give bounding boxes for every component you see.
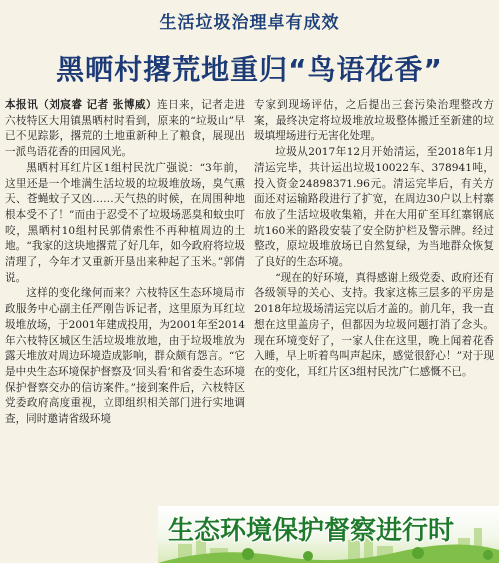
paragraph-1: 连日来，记者走进六枝特区大用镇黑晒村时看到，原来的“垃圾山”早已不见踪影，撂荒的土地重新种上了粮食，展现出一派鸟语花香的田园风光。 xyxy=(5,99,245,159)
byline: 本报讯（刘宸睿 记者 张博威） xyxy=(5,99,158,111)
headline: 黑晒村撂荒地重归“鸟语花香” xyxy=(56,53,443,86)
kicker-title: 生活垃圾治理卓有成效 xyxy=(159,13,340,33)
paragraph-6: “现在的好环境，真得感谢上级党委、政府还有各级领导的关心、支持。我家这栋三层多的平房是2018年垃圾场清运完以后才盖的。前几年，我一直想在这里盖房子，但都因为垃圾问题打消了念头。现在环境变好了，一家人住在这里，晚上闻着花香入睡，早上听着鸟叫声起床，感觉很舒心！”对于现在的变化，耳红片区3组村民沈广仁感慨不已。 xyxy=(254,271,494,378)
paragraph-4: 专家到现场评估，之后提出三套污染治理整改方案，最终决定将垃圾堆放垃圾整体搬迁至新建的垃圾填埋场进行无害化处理。 xyxy=(254,99,494,143)
article-column-left xyxy=(5,98,245,460)
column-banner xyxy=(158,506,499,563)
paragraph-3: 这样的变化缘何而来？六枝特区生态环境局市政服务中心副主任严刚告诉记者，这里原为耳红垃圾堆放场，于2001年建成投用，为2001年至2014年六枝特区城区生活垃圾堆放地，由于垃圾堆放为露天堆放对周边环境造成影响，群众颇有怨言。“它是中央生态环境保护督察及‘回头看’和省委生态环境保护督察交办的信访案件。”接到案件后，六枝特区党委政府高度重视，立即组织相关部门进行实地调查，同时邀请省级环境 xyxy=(5,287,245,426)
lead-paragraph xyxy=(5,98,245,161)
paragraph-5: 垃圾从2017年12月开始清运，至2018年1月清运完毕，共计运出垃圾10022车、378941吨，投入资金24898371.96元。清运完毕后，有关方面还对运输路段进行了扩宽，在周边30户以上村寨布放了生活垃圾收集箱，并在大用矿至耳红寨钢底坑160米的路段安装了安全防护栏及警示牌。经过整改，原垃圾堆放场已自然复绿，为当地群众恢复了良好的生态环境。 xyxy=(254,146,494,269)
banner-title: 生态环境保护督察进行时 xyxy=(168,516,455,546)
article-column-right xyxy=(254,98,494,518)
paragraph-2: 黑晒村耳红片区1组村民沈广强说：“3年前，这里还是一个堆满生活垃圾的垃圾堆放场，臭气熏天、苍蝇蚊子又凶……天气热的时候，在周围种地根本受不了！”而由于忍受不了垃圾场恶臭和蚊虫叮咬，黑晒村10组村民郭倩索性不再种植周边的土地。“我家的这块地撂荒了好几年，如今政府将垃圾清理了，今年才又重新开垦出来种起了玉米。”郭倩说。 xyxy=(5,161,245,284)
